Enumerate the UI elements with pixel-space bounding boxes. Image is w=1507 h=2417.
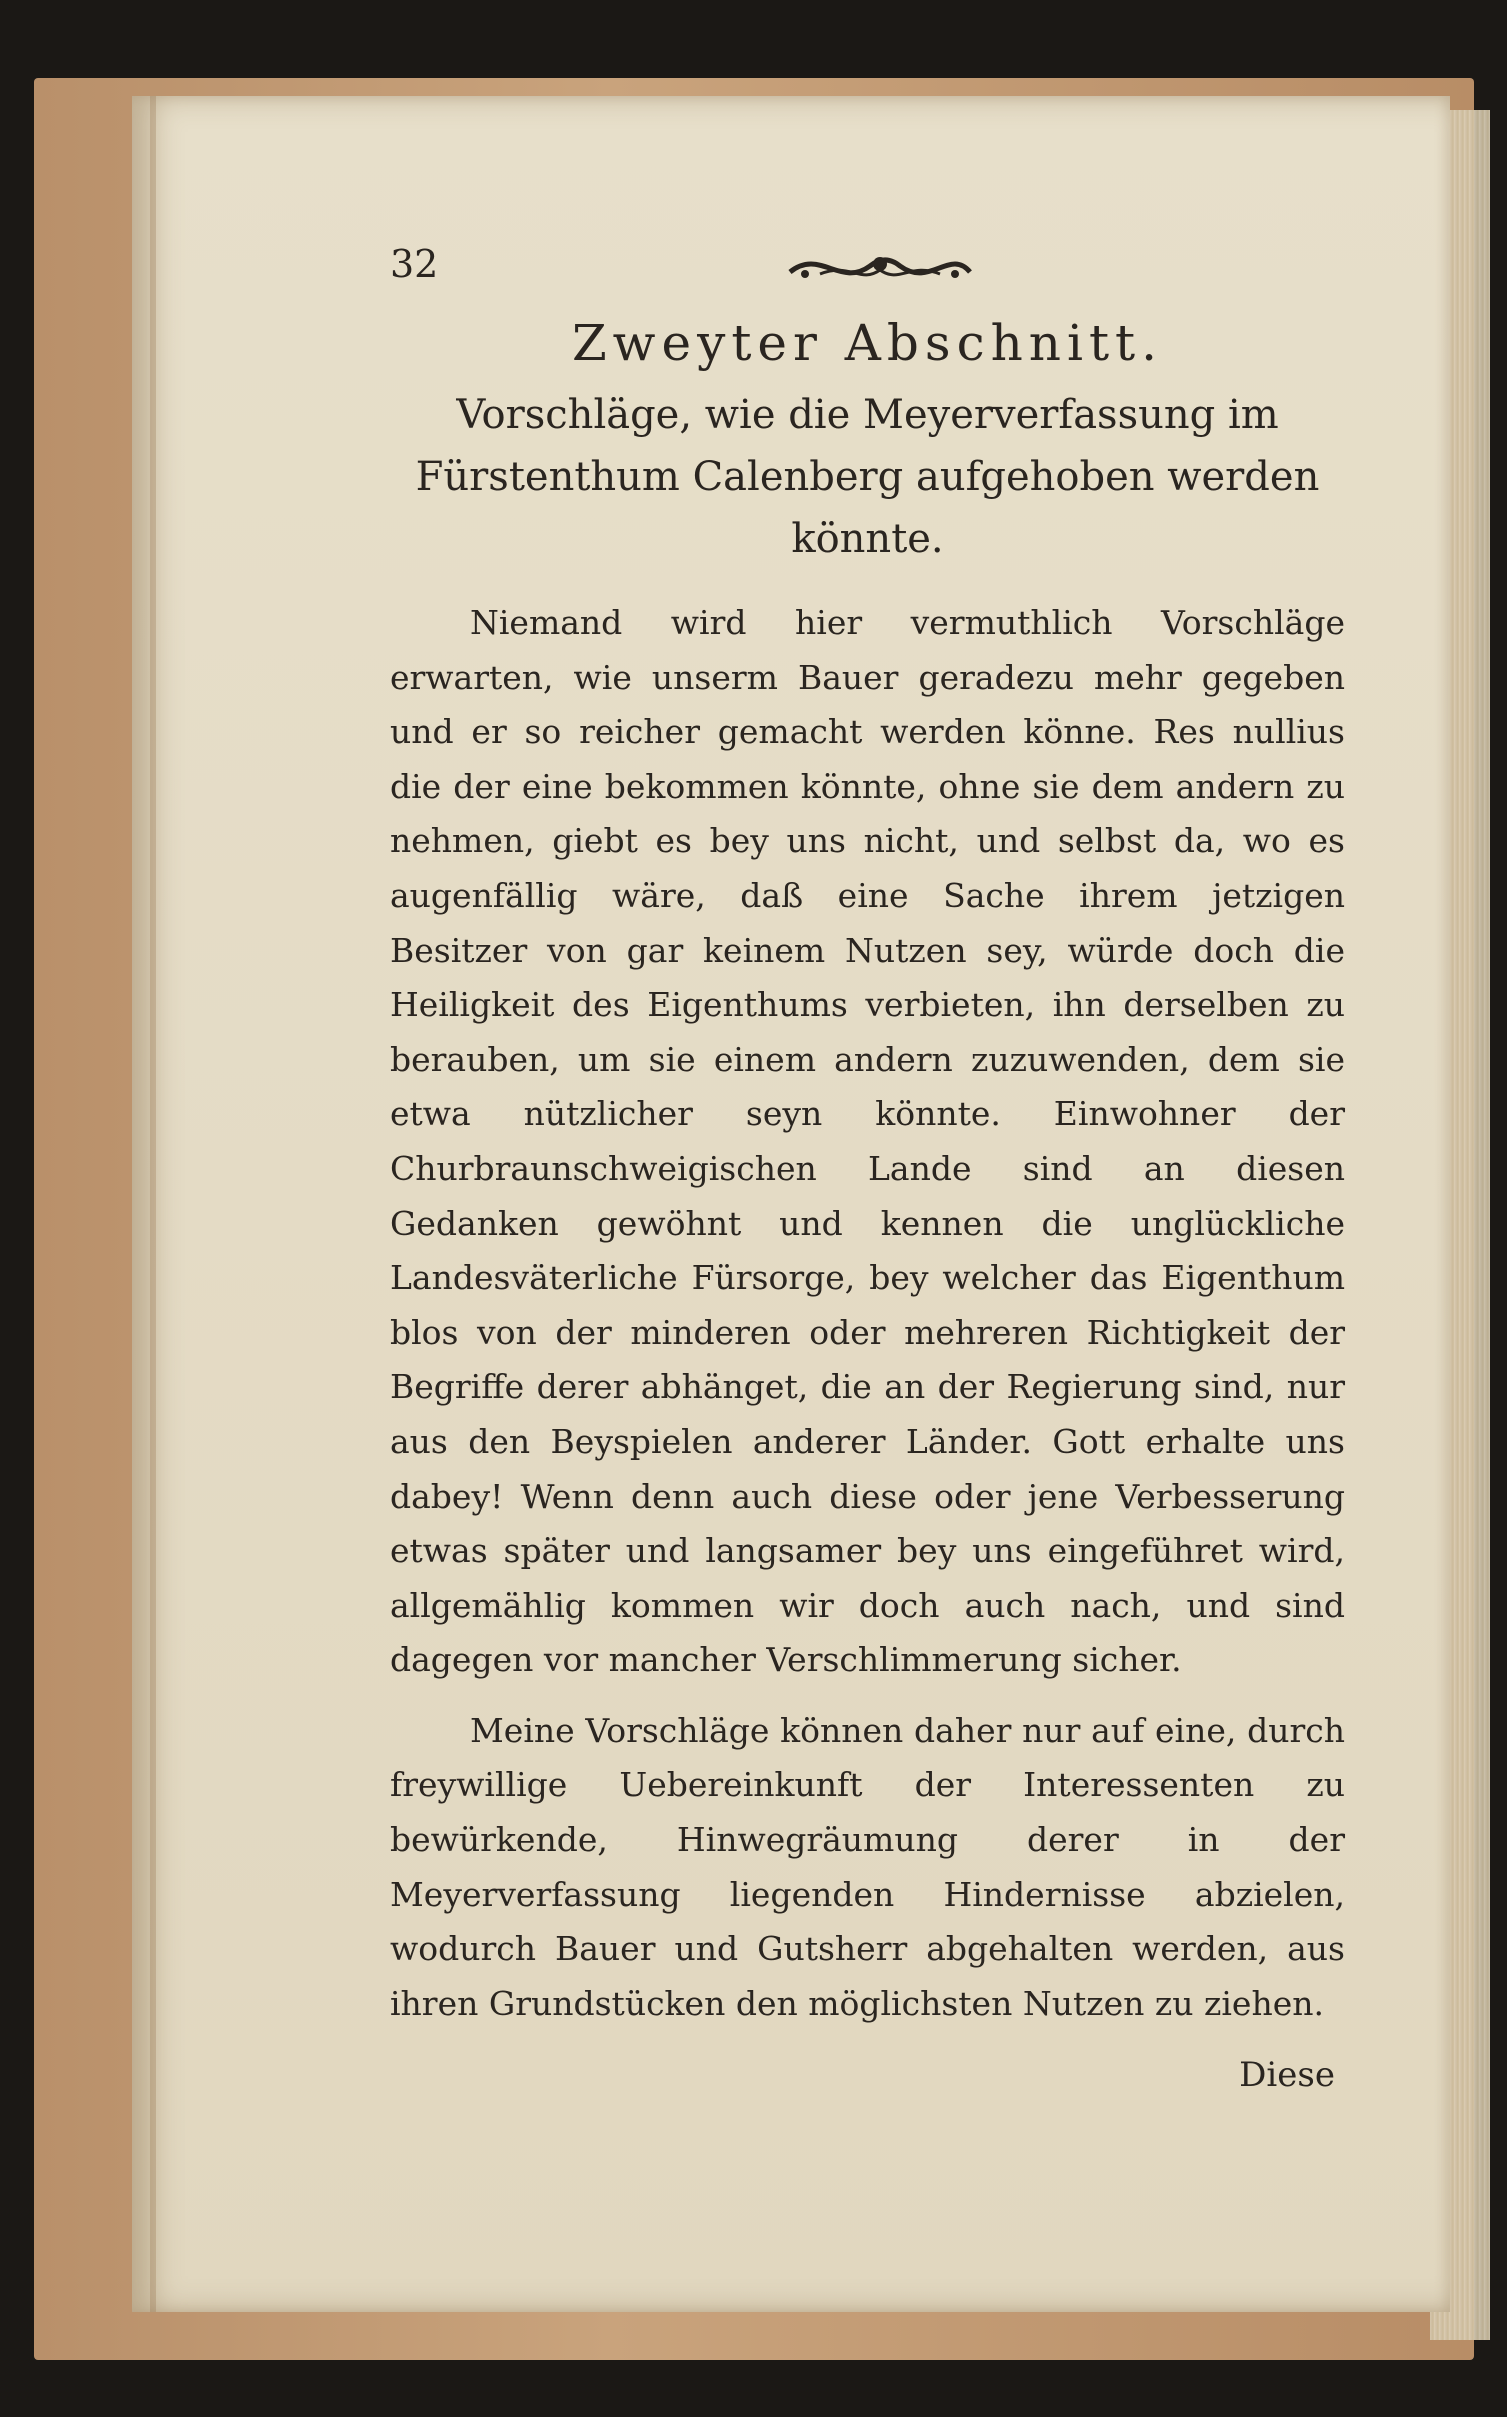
paragraph-2: Meine Vorschläge können daher nur auf eine, durch freywillige Uebereinkunft der Interessenten zu bewürkende, Hinwegräumung derer in der Meyerverfassung liegenden Hindernisse abzielen, wodurch Bauer und Gutsherr abgehalten werden, aus ihren Grundstücken den möglichsten Nutzen zu ziehen. [390,1710,1345,2023]
section-title: Zweyter Abschnitt. [571,314,1164,372]
page-number: 32 [390,242,439,286]
section-subtitle: Vorschläge, wie die Meyerverfassung im Fürstenthum Calenberg aufgehoben werden könnte. [415,392,1320,562]
gutter-shadow [150,96,156,2312]
catchword: Diese [1239,2055,1335,2096]
page-text [390,232,1345,2095]
ornament-icon [780,238,980,298]
paragraph-1: Niemand wird hier vermuthlich Vorschläge erwarten, wie unserm Bauer geradezu mehr gegeben und er so reicher gemacht werden könne. Res nullius die der eine bekommen könnte, ohne sie dem andern zu nehmen, giebt es bey uns nicht, und selbst da, wo es augenfällig wäre, daß eine Sache ihrem jetzigen Besitzer von gar keinem Nutzen sey, würde doch die Heiligkeit des Eigenthums verbieten, ihn derselben zu berauben, um sie einem andern zuzuwenden, dem sie etwa nützlicher seyn könnte. Einwohner der Churbraunschweigischen Lande sind an diesen Gedanken gewöhnt und kennen die unglückliche Landesväterliche Fürsorge, bey welcher das Eigenthum blos von der minderen oder mehreren Richtigkeit der Begriffe derer abhänget, die an der Regierung sind, nur aus den Beyspielen anderer Länder. Gott erhalte uns dabey! Wenn denn auch diese oder jene Verbesserung etwas später und langsamer bey uns eingeführet wird, allgemählig kommen wir doch auch nach, und sind dagegen vor mancher Verschlimmerung sicher. [390,603,1345,1680]
page-header [390,232,1345,312]
